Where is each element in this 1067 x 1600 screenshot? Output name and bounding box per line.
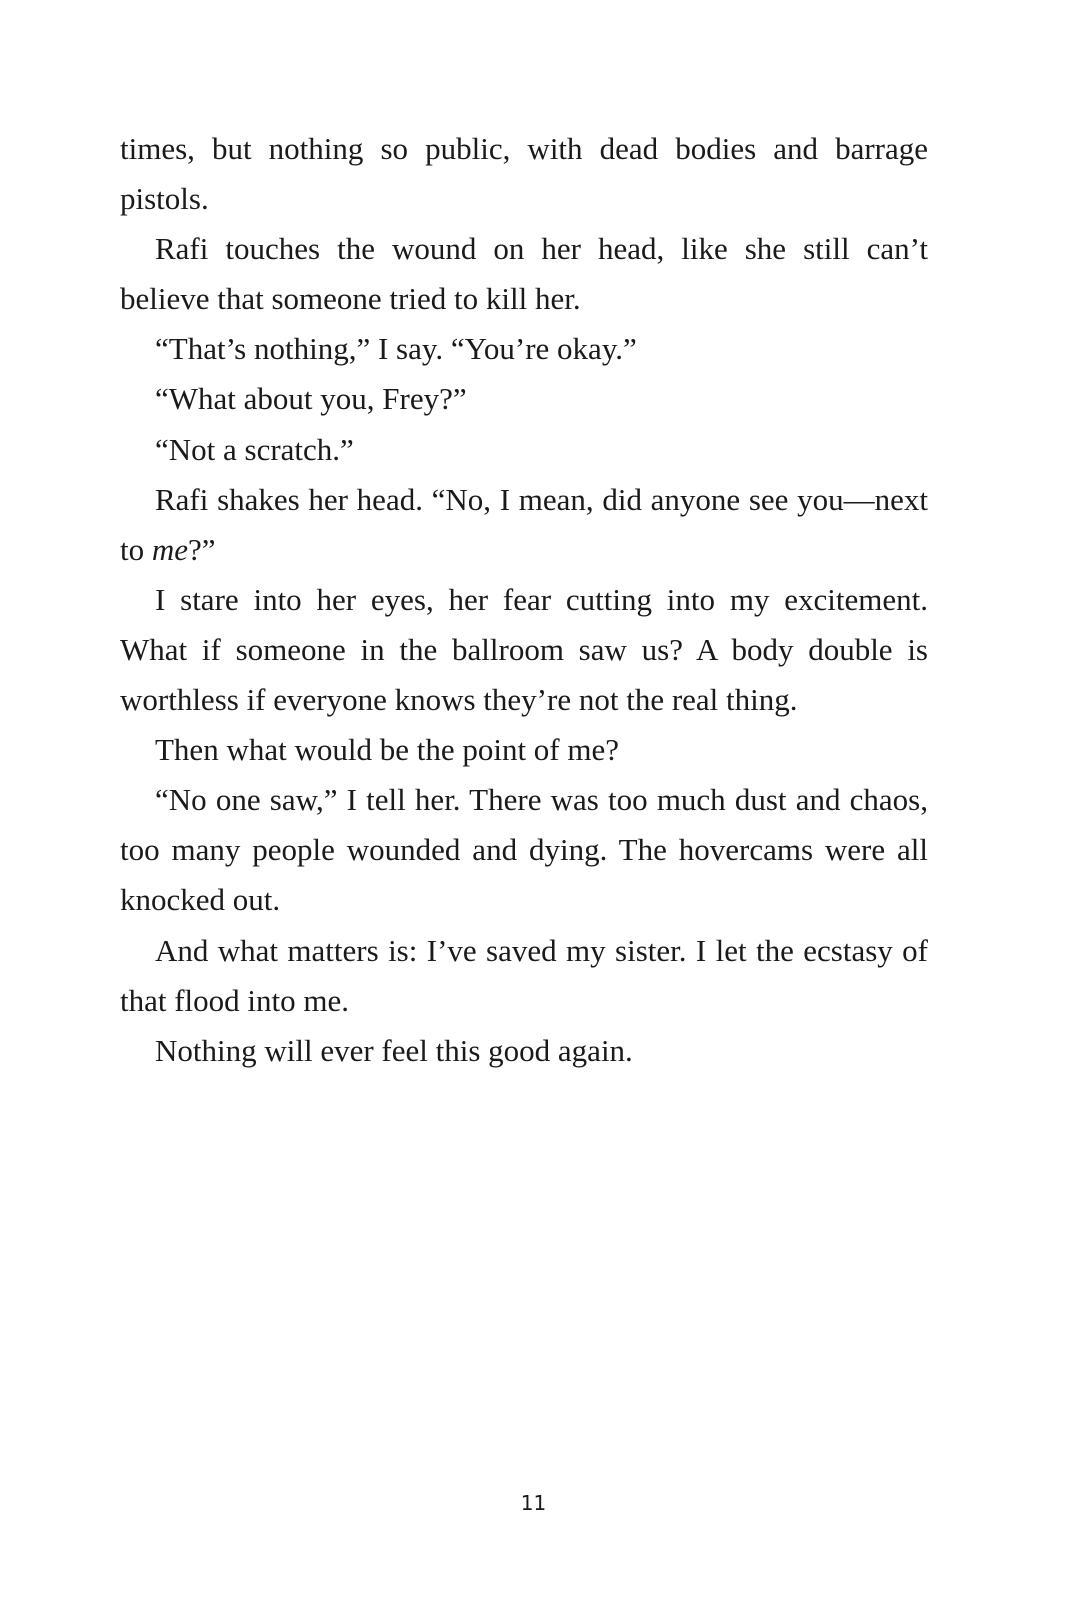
page-number: 11	[520, 1491, 547, 1515]
paragraph-7: I stare into her eyes, her fear cutting into my excitement. What if someone in the ballroom saw us? A body double is worthless if everyone knows they’re not the real thing.	[120, 581, 928, 718]
paragraph-3: “That’s nothing,” I say. “You’re okay.”	[155, 331, 637, 367]
paragraph-5: “Not a scratch.”	[155, 431, 354, 467]
body-text	[120, 124, 928, 1076]
paragraph-6	[120, 475, 928, 575]
paragraph-6-tail: ?”	[188, 531, 216, 567]
paragraph-8: Then what would be the point of me?	[155, 732, 620, 768]
paragraph-1: times, but nothing so public, with dead bodies and barrage pistols.	[120, 131, 928, 217]
paragraph-2: Rafi touches the wound on her head, like she still can’t believe that someone tried to kill her.	[120, 231, 928, 317]
paragraph-10: And what matters is: I’ve saved my sister. I let the ecstasy of that flood into me.	[120, 932, 928, 1018]
paragraph-4: “What about you, Frey?”	[155, 381, 467, 417]
emphasized-word: me	[151, 531, 189, 567]
paragraph-11: Nothing will ever feel this good again.	[155, 1032, 633, 1068]
paragraph-6-text: Rafi shakes her head. “No, I mean, did anyone see you—next to	[120, 481, 928, 567]
paragraph-9: “No one saw,” I tell her. There was too much dust and chaos, too many people wounded and dying. The hovercams were all knocked out.	[120, 782, 928, 918]
